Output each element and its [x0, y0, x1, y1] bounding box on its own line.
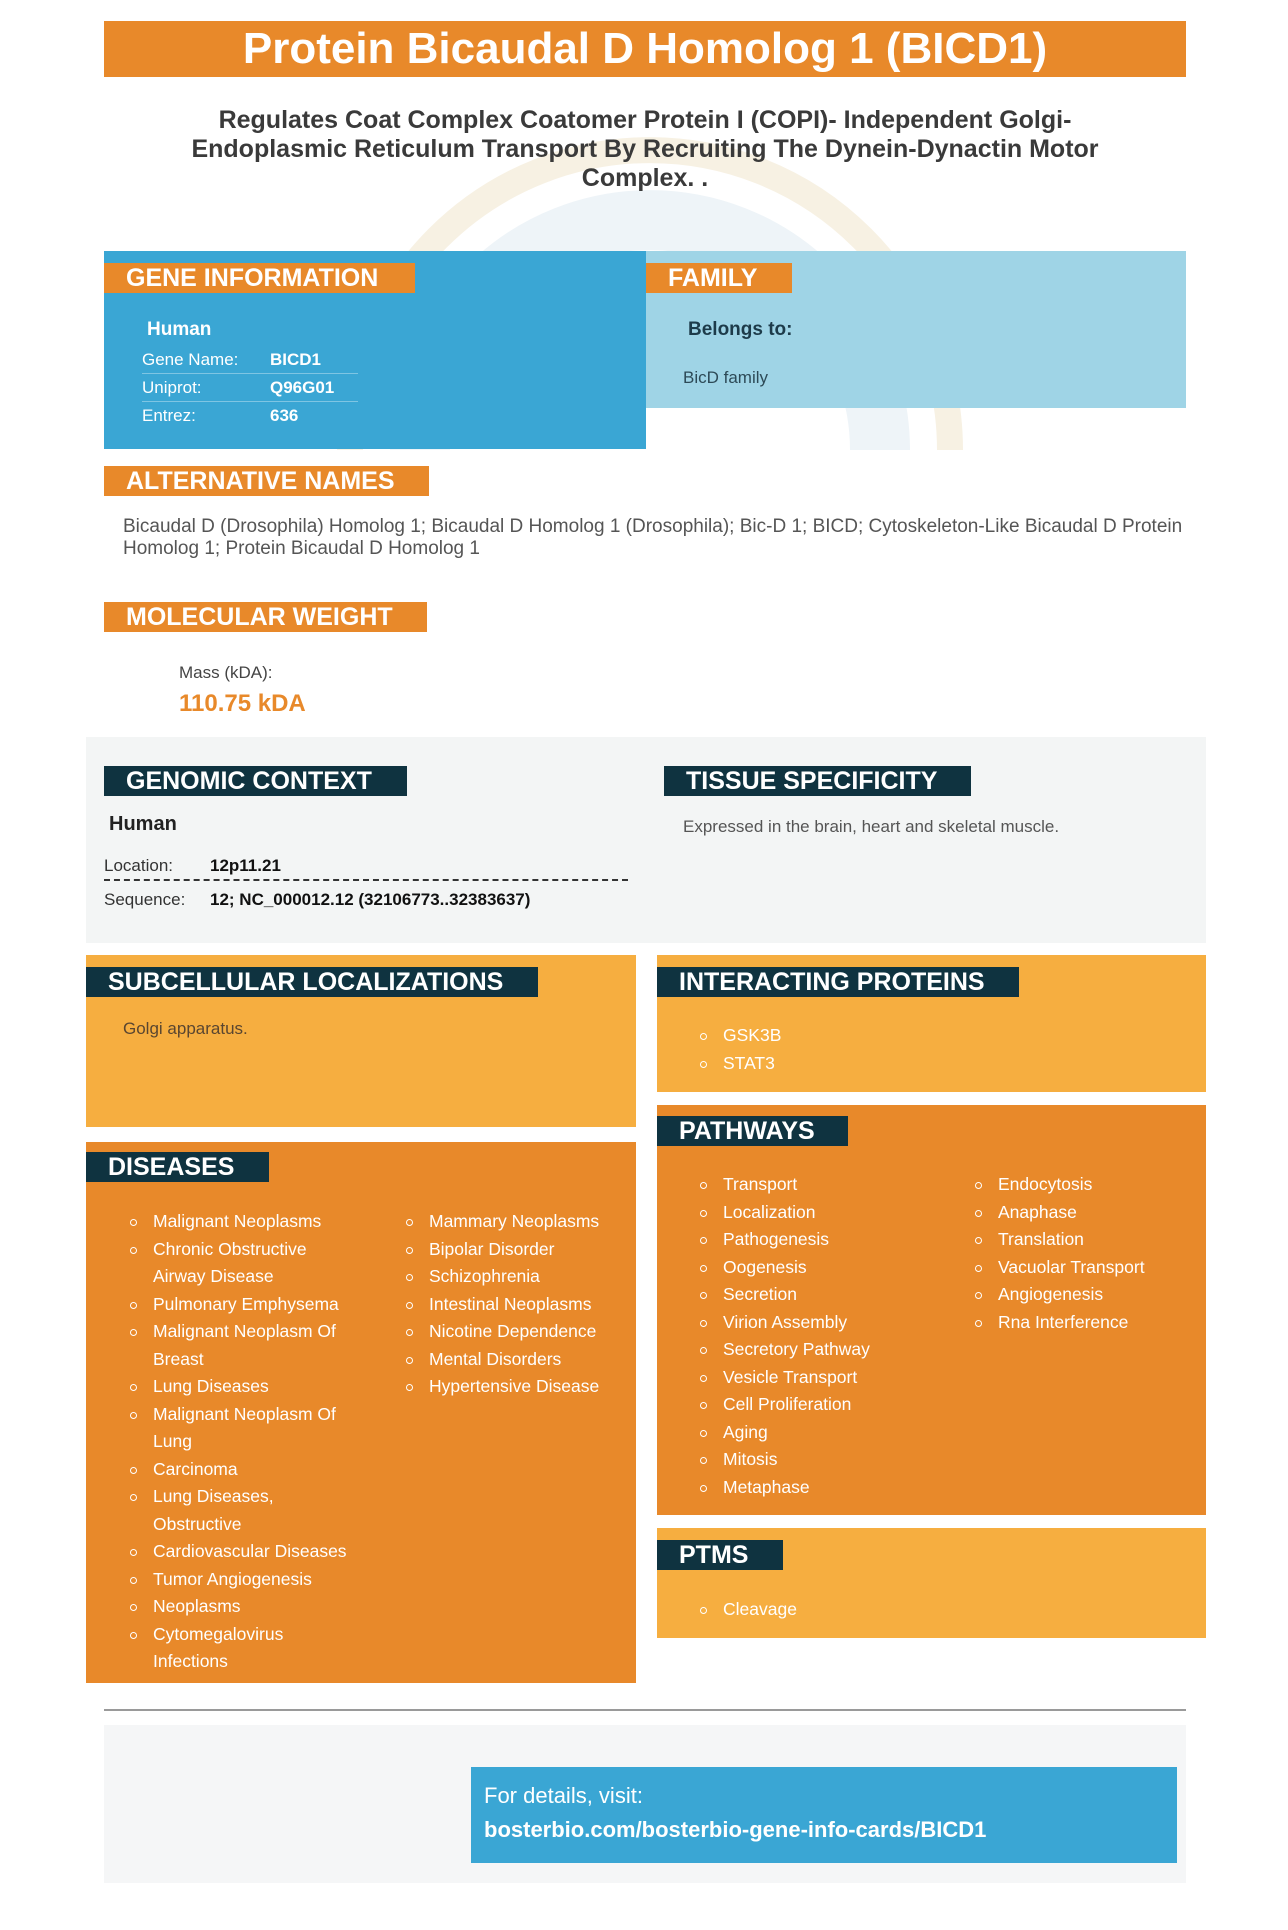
- list-item: Anaphase: [975, 1199, 1200, 1227]
- entrez-label: Entrez:: [142, 406, 196, 425]
- list-item: Endocytosis: [975, 1171, 1200, 1199]
- list-item: Cleavage: [700, 1596, 950, 1624]
- subcellular-localizations-text: Golgi apparatus.: [123, 1019, 248, 1038]
- ptms-header: PTMS: [657, 1540, 783, 1570]
- entrez-value: 636: [270, 406, 299, 425]
- genomic-context-header: GENOMIC CONTEXT: [104, 766, 407, 796]
- gene-name-label: Gene Name:: [142, 350, 239, 369]
- list-item: Tumor Angiogenesis: [130, 1566, 362, 1594]
- list-item: Intestinal Neoplasms: [406, 1291, 631, 1319]
- molecular-weight-header: MOLECULAR WEIGHT: [104, 602, 427, 632]
- diseases-header: DISEASES: [86, 1152, 269, 1182]
- interacting-proteins-header: INTERACTING PROTEINS: [657, 967, 1019, 997]
- list-item: Carcinoma: [130, 1456, 362, 1484]
- list-item: Lung Diseases, Obstructive: [130, 1483, 362, 1538]
- subcellular-localizations-header: SUBCELLULAR LOCALIZATIONS: [86, 967, 538, 997]
- interacting-proteins-list: [700, 1022, 1000, 1077]
- list-item: Secretory Pathway: [700, 1336, 950, 1364]
- list-item: Mental Disorders: [406, 1346, 631, 1374]
- list-item: Vacuolar Transport: [975, 1254, 1200, 1282]
- gene-info-row: [142, 346, 358, 374]
- gene-info-table: [142, 346, 358, 429]
- diseases-list-left: [130, 1208, 362, 1676]
- mass-label: Mass (kDA):: [179, 663, 273, 682]
- list-item: GSK3B: [700, 1022, 1000, 1050]
- list-item: Oogenesis: [700, 1254, 950, 1282]
- list-item: Nicotine Dependence: [406, 1318, 631, 1346]
- footer-divider: [104, 1709, 1186, 1711]
- pathways-list-right: [975, 1171, 1200, 1336]
- list-item: Bipolar Disorder: [406, 1236, 631, 1264]
- pathways-list-left: [700, 1171, 950, 1501]
- list-item: Secretion: [700, 1281, 950, 1309]
- gene-information-header: GENE INFORMATION: [104, 263, 415, 293]
- list-item: Rna Interference: [975, 1309, 1200, 1337]
- sequence-value: 12; NC_000012.12 (32106773..32383637): [210, 890, 531, 909]
- list-item: Pulmonary Emphysema: [130, 1291, 362, 1319]
- alternative-names-text: Bicaudal D (Drosophila) Homolog 1; Bicaudal D Homolog 1 (Drosophila); Bic-D 1; BICD; Cytoskeleton-Like Bicaudal D Protein Homolog 1; Protein Bicaudal D Homolog 1: [123, 516, 1183, 559]
- genomic-location-row: [104, 851, 628, 881]
- list-item: Schizophrenia: [406, 1263, 631, 1291]
- list-item: Cardiovascular Diseases: [130, 1538, 362, 1566]
- visit-details-box[interactable]: [471, 1767, 1177, 1863]
- list-item: Cytomegalovirus Infections: [130, 1621, 362, 1676]
- list-item: Pathogenesis: [700, 1226, 950, 1254]
- list-item: Translation: [975, 1226, 1200, 1254]
- family-header: FAMILY: [646, 263, 792, 293]
- diseases-list-right: [406, 1208, 631, 1401]
- list-item: Virion Assembly: [700, 1309, 950, 1337]
- genomic-sequence-row: [104, 885, 628, 915]
- list-item: Malignant Neoplasms: [130, 1208, 362, 1236]
- alternative-names-header: ALTERNATIVE NAMES: [104, 466, 429, 496]
- list-item: Hypertensive Disease: [406, 1373, 631, 1401]
- tissue-specificity-text: Expressed in the brain, heart and skeletal muscle.: [683, 817, 1060, 836]
- list-item: Mammary Neoplasms: [406, 1208, 631, 1236]
- gene-info-row: [142, 402, 358, 429]
- family-belongs-label: Belongs to:: [688, 319, 793, 340]
- gene-species: Human: [147, 319, 212, 340]
- list-item: Chronic Obstructive Airway Disease: [130, 1236, 362, 1291]
- list-item: Aging: [700, 1419, 950, 1447]
- pathways-header: PATHWAYS: [657, 1116, 848, 1146]
- gene-name-value: BICD1: [270, 350, 322, 369]
- uniprot-label: Uniprot:: [142, 378, 202, 397]
- list-item: Cell Proliferation: [700, 1391, 950, 1419]
- gene-info-row: [142, 374, 358, 402]
- page-subtitle: Regulates Coat Complex Coatomer Protein I (COPI)- Independent Golgi-Endoplasmic Reticulum Transport By Recruiting The Dynein-Dynactin Motor Complex. .: [191, 106, 1099, 192]
- list-item: Lung Diseases: [130, 1373, 362, 1401]
- list-item: Angiogenesis: [975, 1281, 1200, 1309]
- visit-label: For details, visit:: [484, 1783, 643, 1808]
- mass-value: 110.75 kDA: [179, 690, 306, 717]
- list-item: Malignant Neoplasm Of Breast: [130, 1318, 362, 1373]
- list-item: STAT3: [700, 1050, 1000, 1078]
- list-item: Vesicle Transport: [700, 1364, 950, 1392]
- page-title: Protein Bicaudal D Homolog 1 (BICD1): [104, 21, 1186, 77]
- family-value: BicD family: [683, 368, 769, 387]
- ptms-list: [700, 1596, 950, 1624]
- genomic-species: Human: [109, 813, 177, 835]
- sequence-label: Sequence:: [104, 890, 186, 909]
- uniprot-value: Q96G01: [270, 378, 335, 397]
- list-item: Neoplasms: [130, 1593, 362, 1621]
- location-value: 12p11.21: [210, 856, 281, 875]
- list-item: Mitosis: [700, 1446, 950, 1474]
- list-item: Malignant Neoplasm Of Lung: [130, 1401, 362, 1456]
- list-item: Transport: [700, 1171, 950, 1199]
- tissue-specificity-header: TISSUE SPECIFICITY: [664, 766, 971, 796]
- visit-link[interactable]: bosterbio.com/bosterbio-gene-info-cards/BICD1: [484, 1817, 987, 1842]
- location-label: Location:: [104, 856, 173, 875]
- list-item: Localization: [700, 1199, 950, 1227]
- list-item: Metaphase: [700, 1474, 950, 1502]
